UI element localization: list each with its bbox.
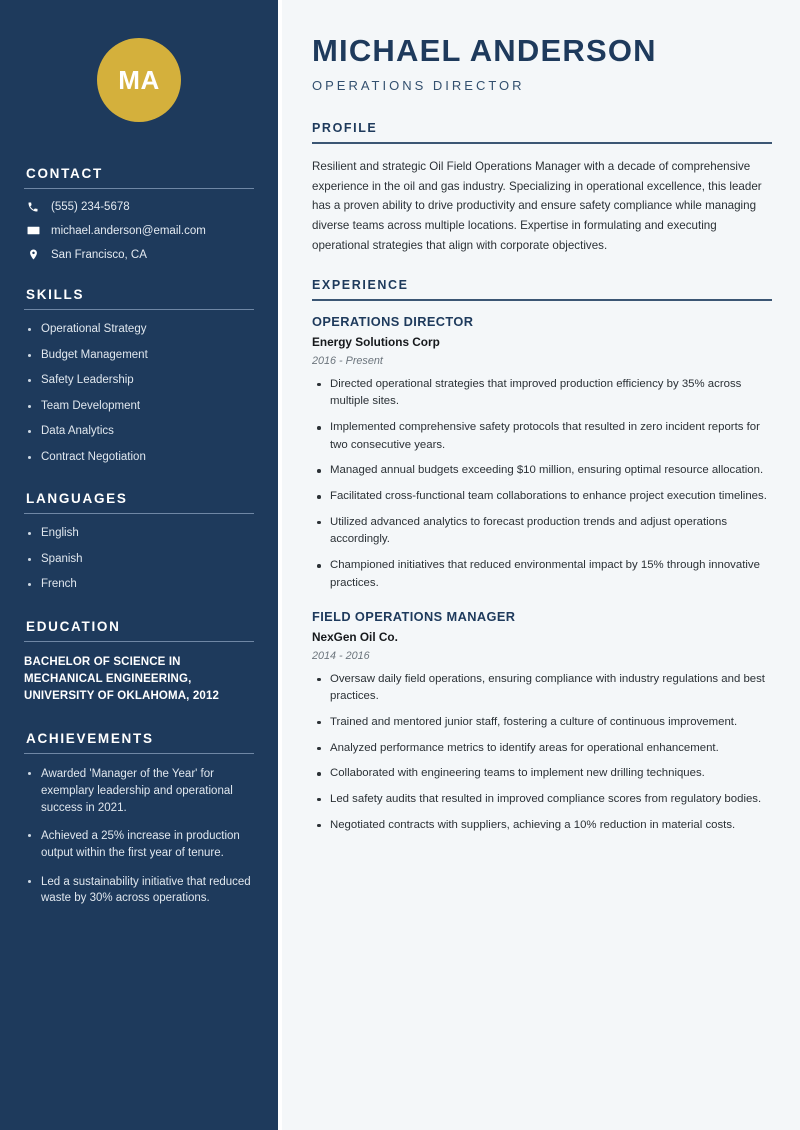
sidebar-section-achievements <box>24 731 254 907</box>
avatar-initials: MA <box>118 64 160 95</box>
list-item: Directed operational strategies that improved production efficiency by 35% across multiple sites. <box>312 376 772 411</box>
skills-heading: SKILLS <box>26 287 85 302</box>
list-item: Budget Management <box>24 348 254 364</box>
list-item: Collaborated with engineering teams to implement new drilling techniques. <box>312 765 772 783</box>
education-heading: EDUCATION <box>26 618 121 634</box>
contact-location-value: San Francisco, CA <box>51 248 147 261</box>
list-item: Operational Strategy <box>24 322 254 338</box>
job-dates: 2014 - 2016 <box>312 649 370 662</box>
list-item: Trained and mentored junior staff, fostering a culture of continuous improvement. <box>312 714 772 732</box>
list-item: Data Analytics <box>24 424 254 440</box>
contact-email-value: michael.anderson@email.com <box>51 224 206 237</box>
job-company: NexGen Oil Co. <box>312 629 398 644</box>
main-content <box>278 0 800 1130</box>
contact-heading: CONTACT <box>26 166 103 181</box>
list-item: Managed annual budgets exceeding $10 million, ensuring optimal resource allocation. <box>312 462 772 480</box>
section-profile <box>312 121 772 256</box>
achievements-divider <box>24 753 254 754</box>
list-item: Facilitated cross-functional team collaborations to enhance project execution timelines. <box>312 488 772 506</box>
profile-heading: PROFILE <box>312 121 378 136</box>
experience-entry <box>312 314 772 593</box>
skills-list <box>24 322 254 465</box>
list-item: Team Development <box>24 399 254 415</box>
job-bullets <box>312 671 772 835</box>
list-item: Safety Leadership <box>24 373 254 389</box>
list-item: Negotiated contracts with suppliers, achieving a 10% reduction in material costs. <box>312 817 772 835</box>
contact-divider <box>24 188 254 189</box>
list-item: Awarded 'Manager of the Year' for exemplary leadership and operational success in 2021. <box>24 766 254 816</box>
job-company: Energy Solutions Corp <box>312 334 440 349</box>
job-title: OPERATIONS DIRECTOR <box>312 313 474 329</box>
contact-list <box>24 201 254 261</box>
languages-divider <box>24 513 254 514</box>
list-item: Spanish <box>24 552 254 568</box>
page-title: MICHAEL ANDERSON <box>312 33 657 68</box>
sidebar-section-languages <box>24 491 254 593</box>
experience-heading: EXPERIENCE <box>312 278 409 293</box>
header-job-title: OPERATIONS DIRECTOR <box>312 78 525 94</box>
list-item: Led a sustainability initiative that reduced waste by 30% across operations. <box>24 874 254 907</box>
list-item: Championed initiatives that reduced environmental impact by 15% through innovative practices. <box>312 557 772 592</box>
experience-entry <box>312 609 772 835</box>
achievements-heading: ACHIEVEMENTS <box>26 731 154 747</box>
list-item: Led safety audits that resulted in improved compliance scores from regulatory bodies. <box>312 791 772 809</box>
profile-text: Resilient and strategic Oil Field Operations Manager with a decade of comprehensive experience in the oil and gas industry. Specializing in operational excellence, this leader has a proven ability to drive productivity and ensure safety compliance while managing diverse teams across multiple locations. Expertise in formulating and executing operational strategies that align with corporate objectives. <box>312 159 762 253</box>
list-item: Contract Negotiation <box>24 450 254 466</box>
education-entry: BACHELOR OF SCIENCE IN MECHANICAL ENGINEERING, UNIVERSITY OF OKLAHOMA, 2012 <box>24 655 220 703</box>
phone-icon <box>24 201 42 213</box>
avatar <box>97 38 181 122</box>
languages-heading: LANGUAGES <box>26 491 128 507</box>
section-experience <box>312 278 772 834</box>
contact-item-phone[interactable] <box>24 201 254 213</box>
mail-icon <box>24 224 42 237</box>
list-item: Implemented comprehensive safety protocols that resulted in zero incident reports for two consecutive years. <box>312 419 772 454</box>
list-item: Oversaw daily field operations, ensuring compliance with industry regulations and best practices. <box>312 671 772 706</box>
list-item: Analyzed performance metrics to identify areas for operational enhancement. <box>312 740 772 758</box>
sidebar-section-education <box>24 619 254 706</box>
languages-list <box>24 526 254 593</box>
contact-item-email[interactable] <box>24 224 254 237</box>
contact-item-location[interactable] <box>24 248 254 261</box>
avatar-container <box>24 0 254 166</box>
skills-divider <box>24 309 254 310</box>
location-pin-icon <box>24 248 42 261</box>
sidebar <box>0 0 278 1130</box>
list-item: English <box>24 526 254 542</box>
list-item: Utilized advanced analytics to forecast production trends and adjust operations accordingly. <box>312 514 772 549</box>
sidebar-section-skills <box>24 287 254 465</box>
sidebar-section-contact <box>24 166 254 261</box>
experience-divider <box>312 299 772 301</box>
list-item: Achieved a 25% increase in production output within the first year of tenure. <box>24 828 254 861</box>
profile-divider <box>312 142 772 144</box>
list-item: French <box>24 577 254 593</box>
achievements-list <box>24 766 254 907</box>
job-bullets <box>312 376 772 593</box>
education-divider <box>24 641 254 642</box>
contact-phone-value: (555) 234-5678 <box>51 201 130 213</box>
job-title: FIELD OPERATIONS MANAGER <box>312 608 516 624</box>
job-dates: 2016 - Present <box>312 354 383 367</box>
